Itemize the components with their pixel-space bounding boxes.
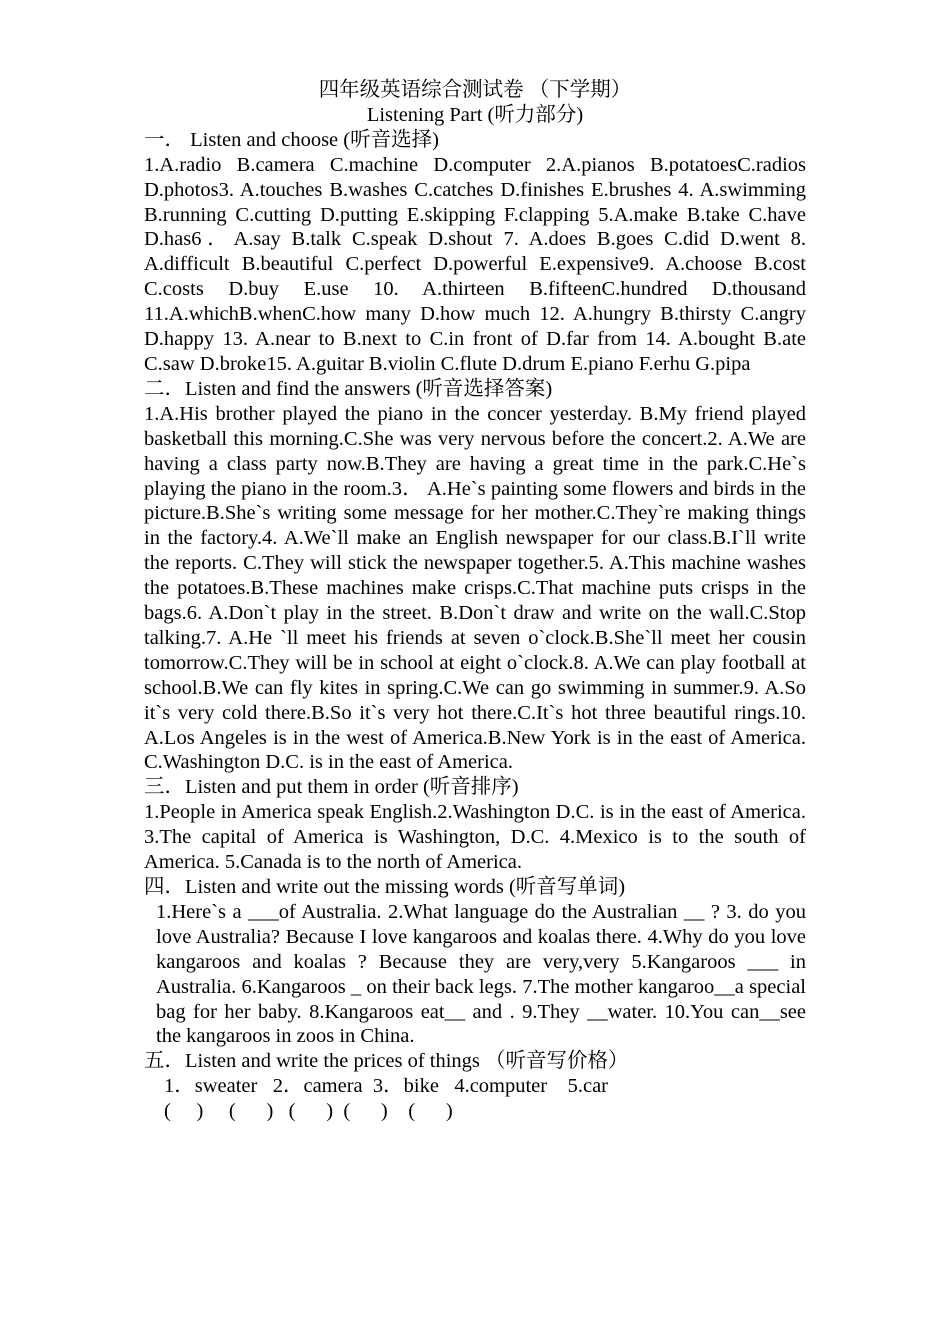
section-4-body: 1.Here`s a ___of Australia. 2.What language do the Australian __ ? 3. do you love Australia? Because I love kangaroos and koalas there. 4.Why do you love kangaroos and koalas ? Because they are very,very 5.Kangaroos ___ in Australia. 6.Kangaroos _ on their back legs. 7.The mother kangaroo__a special bag for her baby. 8.Kangaroos eat__ and . 9.They __water. 10.You can__see the kangaroos in zoos in China. bbox=[156, 900, 806, 1048]
section-5-heading: 五．Listen and write the prices of things （听音写价格） bbox=[144, 1050, 629, 1073]
section-1-heading: 一． Listen and choose (听音选择) bbox=[144, 128, 439, 151]
section-3-body: 1.People in America speak English.2.Washington D.C. is in the east of America. 3.The capital of America is Washington, D.C. 4.Mexico is to the south of America. 5.Canada is to the north of America. bbox=[144, 801, 806, 874]
section-4-heading: 四．Listen and write out the missing words (听音写单词) bbox=[144, 876, 626, 898]
section-1-body: 1.A.radio B.camera C.machine D.computer 2.A.pianos B.potatoesC.radios D.photos3. A.touches B.washes C.catches D.finishes E.brushes 4. A.swimming B.running C.cutting D.putting E.skipping F.clapping 5.A.make B.take C.have D.has6．A.say B.talk C.speak D.shout 7. A.does B.goes C.did D.went 8. A.difficult B.beautiful C.perfect D.powerful E.expensive9. A.choose B.cost C.costs D.buy E.use 10. A.thirteen B.fifteenC.hundred D.thousand 11.A.whichB.whenC.how many D.how much 12. A.hungry B.thirsty C.angry D.happy 13. A.near to B.next to C.in front of D.far from 14. A.bought B.ate C.saw D.broke15. A.guitar B.violin C.flute D.drum E.piano F.erhu G.pipa bbox=[144, 153, 806, 375]
page-title: 四年级英语综合测试卷 （下学期） bbox=[318, 79, 632, 101]
section-5-answer-blanks: ( ) ( ) ( ) ( ) ( ) bbox=[164, 1100, 453, 1123]
section-2-heading: 二．Listen and find the answers (听音选择答案) bbox=[144, 377, 553, 400]
section-2-body: 1.A.His brother played the piano in the concer yesterday. B.My friend played basketball this morning.C.She was very nervous before the concert.2. A.We are having a class party now.B.They are having a great time in the park.C.He`s playing the piano in the room.3． A.He`s painting some flowers and birds in the picture.B.She`s writing some message for her mother.C.They`re making things in the factory.4. A.We`ll make an English newspaper for our class.B.I`ll write the reports. C.They will stick the newspaper together.5. A.This machine washes the potatoes.B.These machines make crisps.C.That machine puts crisps in the bags.6. A.Don`t play in the street. B.Don`t draw and write on the wall.C.Stop talking.7. A.He `ll meet his friends at seven o`clock.B.She`ll meet her cousin tomorrow.C.They will be in school at eight o`clock.8. A.We can play football at school.B.We can fly kites in spring.C.We can go swimming in summer.9. A.So it`s very cold there.B.So it`s very hot there.C.It`s hot three beautiful rings.10. A.Los Angeles is in the west of America.B.New York is in the east of America. C.Washington D.C. is in the east of America. bbox=[144, 402, 806, 774]
page-subtitle: Listening Part (听力部分) bbox=[366, 103, 584, 126]
test-paper bbox=[144, 78, 806, 1124]
section-5-items: 1．sweater 2．camera 3．bike 4.computer 5.car bbox=[164, 1075, 609, 1098]
section-3-heading: 三．Listen and put them in order (听音排序) bbox=[144, 776, 519, 799]
